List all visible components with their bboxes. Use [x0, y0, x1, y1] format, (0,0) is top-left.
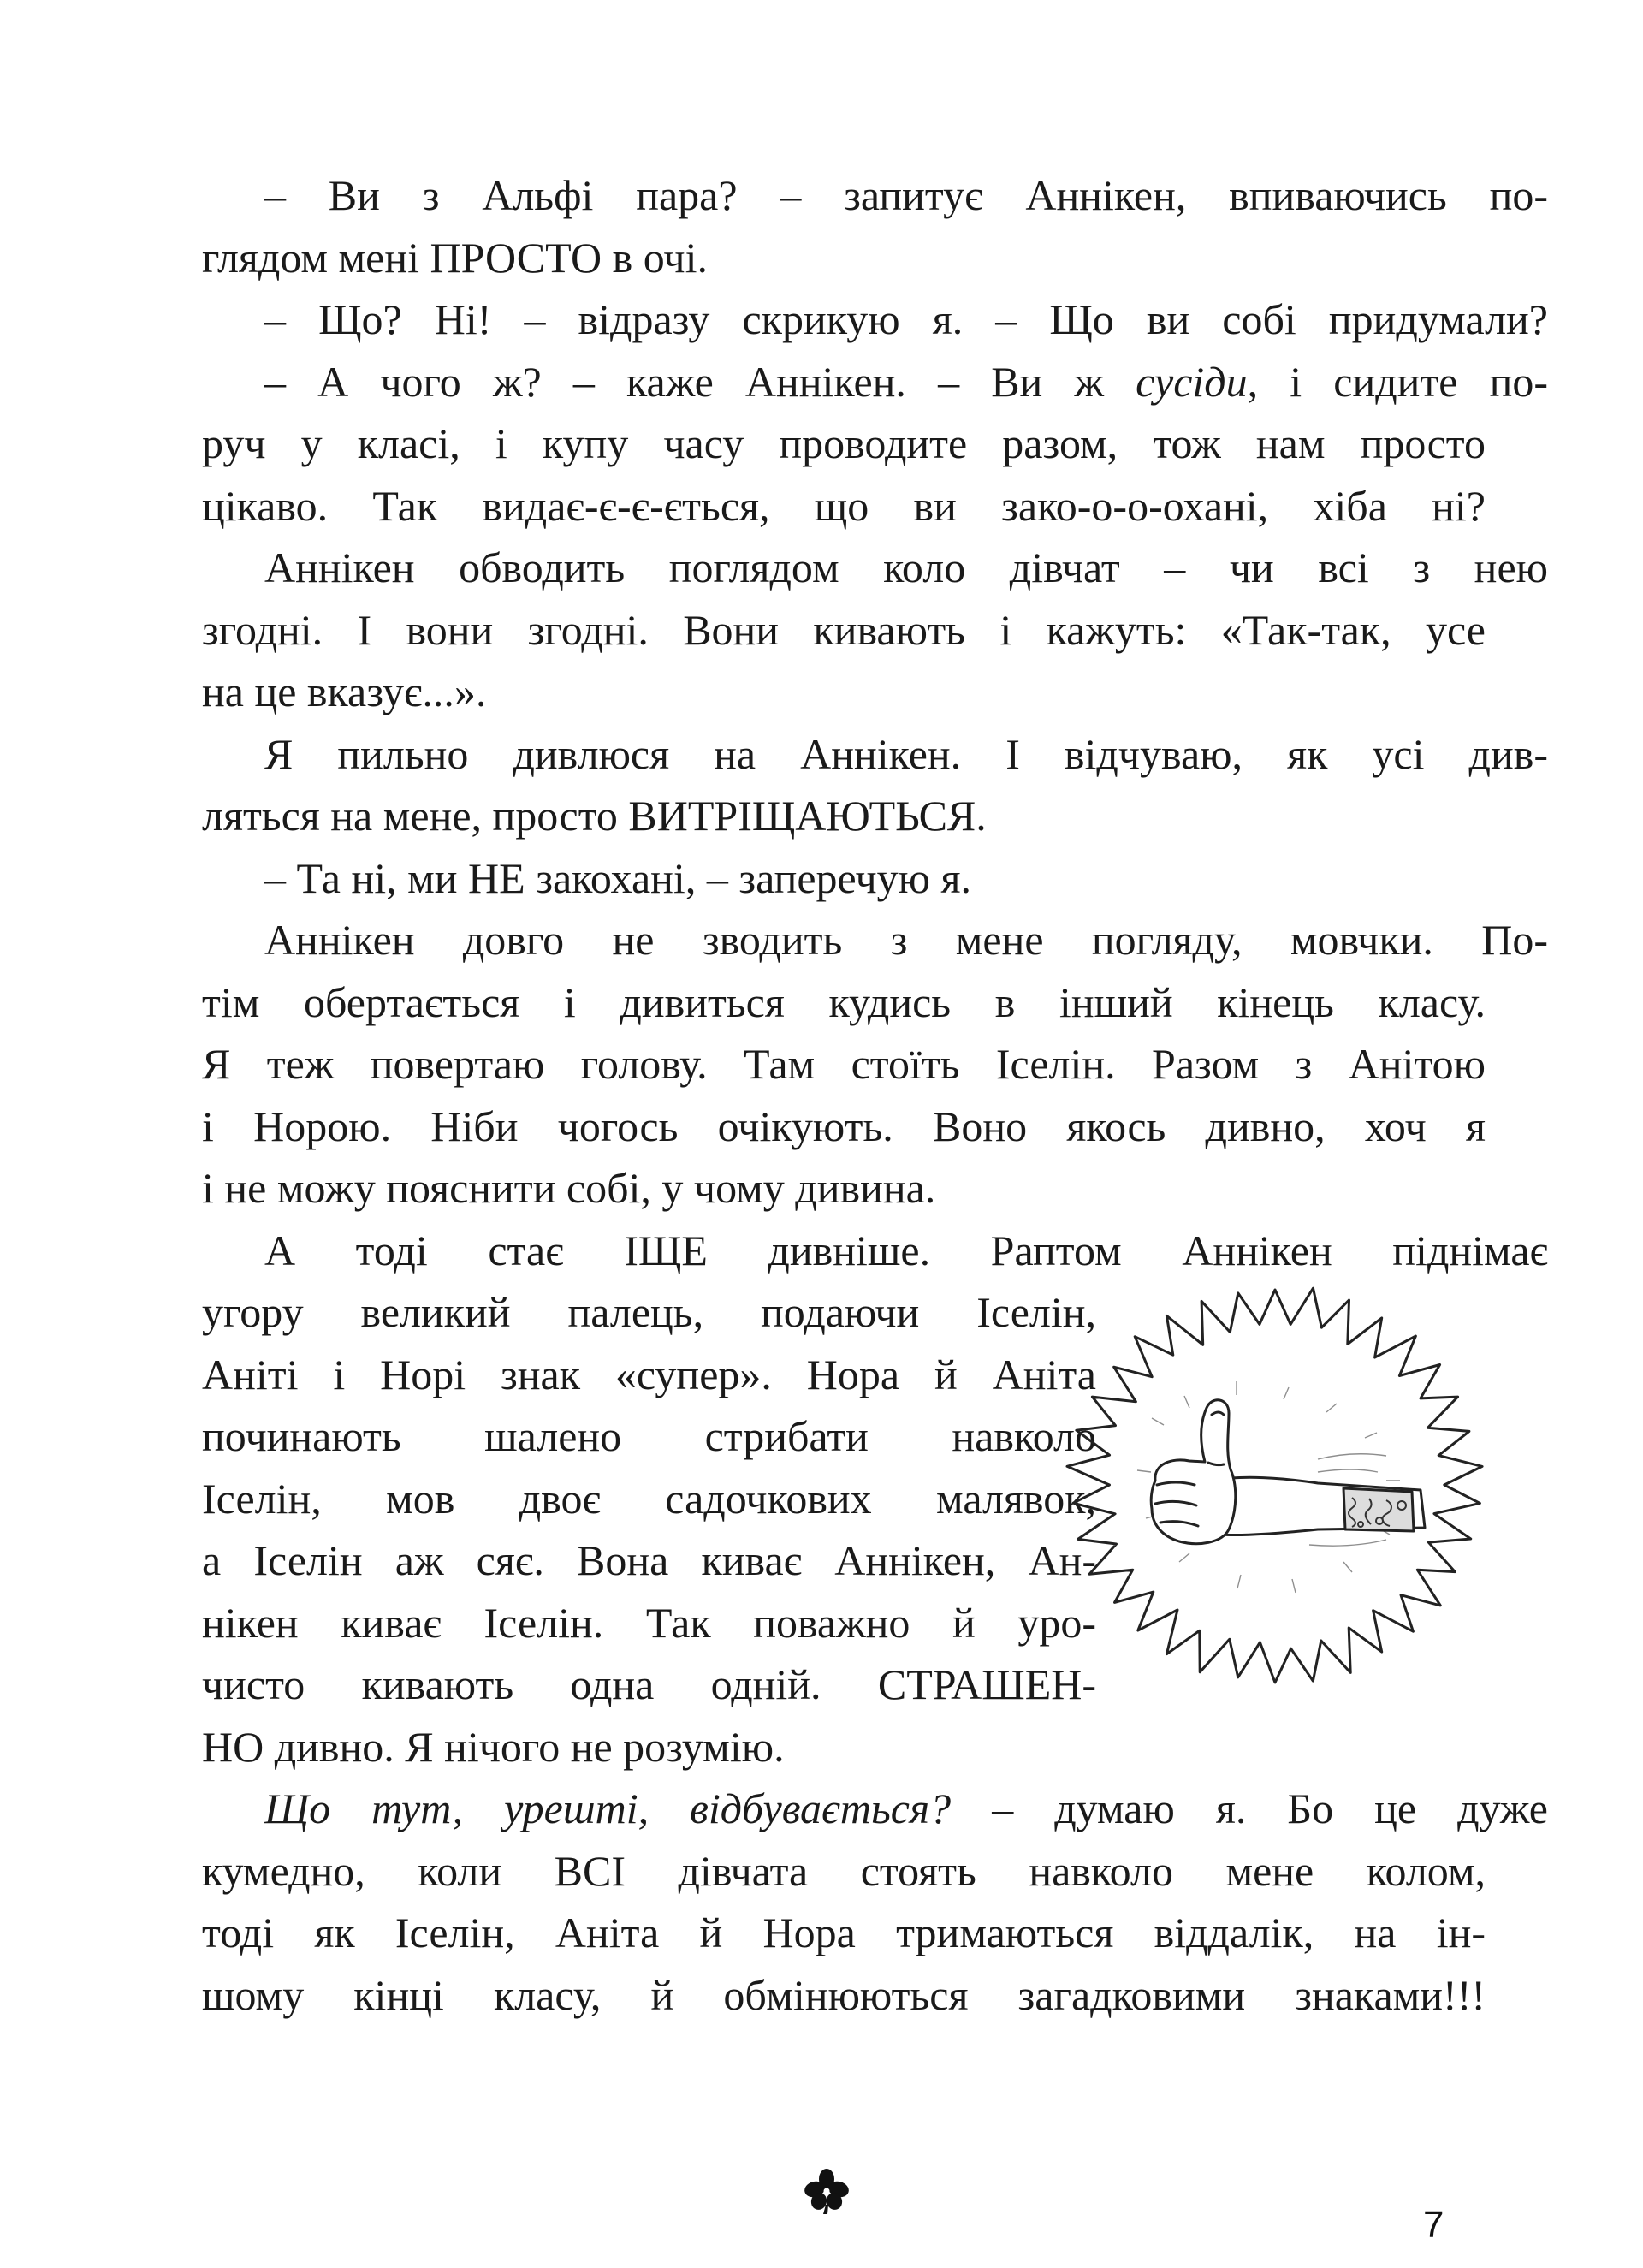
thumbs-up-burst-illustration: [1061, 1279, 1489, 1690]
text-line: кумедно, коли ВСІ дівчата стоять навколо мене колом,: [202, 1846, 1486, 1895]
text-line: починають шалено стрибати навколо: [202, 1412, 1096, 1460]
text-line: згодні. І вони згодні. Вони кивають і кажуть: «Так-так, усе: [202, 605, 1486, 654]
text-line: і Норою. Ніби чогось очікують. Воно якось дивно, хоч я: [202, 1101, 1486, 1150]
text-line: Я пильно дивлюся на Аннікен. І відчуваю, як усі див-: [264, 729, 1548, 778]
text-line: – Що? Ні! – відразу скрикую я. – Що ви собі придумали?: [264, 295, 1548, 343]
text-line: цікаво. Так видає-є-є-ється, що ви зако-о-о-охані, хіба ні?: [202, 481, 1486, 530]
text-line: тоді як Іселін, Аніта й Нора тримаються віддалік, на ін-: [202, 1909, 1486, 1956]
text-line: угору великий палець, подаючи Іселін,: [202, 1288, 1096, 1336]
text-line: чисто кивають одна одній. СТРАШЕН-: [202, 1660, 1096, 1708]
text-line: [202, 1778, 1548, 1840]
text-line: шому кінці класу, й обмінюються загадковими знаками!!!: [202, 1970, 1486, 2019]
text-line: глядом мені ПРОСТО в очі.: [202, 233, 708, 282]
text-segment: – думаю я. Бо це дуже: [951, 1784, 1548, 1832]
text-line: нікен киває Іселін. Так поважно й уро-: [202, 1598, 1096, 1647]
text-line: Аннікен обводить поглядом коло дівчат – чи всі з нею: [264, 543, 1548, 591]
text-line: НО дивно. Я нічого не розумію.: [202, 1722, 785, 1771]
text-line: ляться на мене, просто ВИТРІЩАЮТЬСЯ.: [202, 792, 987, 840]
text-line: Я теж повертаю голову. Там стоїть Іселін. Разом з Анітою: [202, 1040, 1486, 1088]
body-text: [202, 164, 1548, 2026]
text-line: Аннікен довго не зводить з мене погляду, мовчки. По-: [264, 916, 1548, 964]
text-line: руч у класі, і купу часу проводите разом, тож нам просто: [202, 419, 1486, 467]
text-line: на це вказує...».: [202, 668, 487, 715]
text-line: а Іселін аж сяє. Вона киває Аннікен, Ан-: [202, 1536, 1096, 1584]
flower-ornament-icon: [803, 2167, 851, 2215]
text-segment: – А чого ж? – каже Аннікен. – Ви ж: [264, 357, 1136, 406]
text-segment: , і сидите по-: [1247, 357, 1548, 406]
text-line: Аніті і Норі знак «супер». Нора й Аніта: [202, 1350, 1096, 1398]
text-line: [202, 351, 1548, 413]
text-line: – Ви з Альфі пара? – запитує Аннікен, впиваючись по-: [264, 171, 1548, 219]
text-line: тім обертається і дивиться кудись в інший кінець класу.: [202, 977, 1486, 1026]
text-line: А тоді стає ІЩЕ дивніше. Раптом Аннікен піднімає: [264, 1226, 1548, 1274]
text-line: – Та ні, ми НЕ закохані, – заперечую я.: [264, 853, 972, 902]
italic-phrase: Що тут, урешті, відбувається?: [264, 1784, 952, 1832]
page-number: 7: [1423, 2204, 1444, 2246]
text-line: Іселін, мов двоє садочкових малявок,: [202, 1474, 1096, 1523]
italic-word: сусіди: [1136, 357, 1248, 406]
text-line: і не можу пояснити собі, у чому дивина.: [202, 1164, 936, 1212]
